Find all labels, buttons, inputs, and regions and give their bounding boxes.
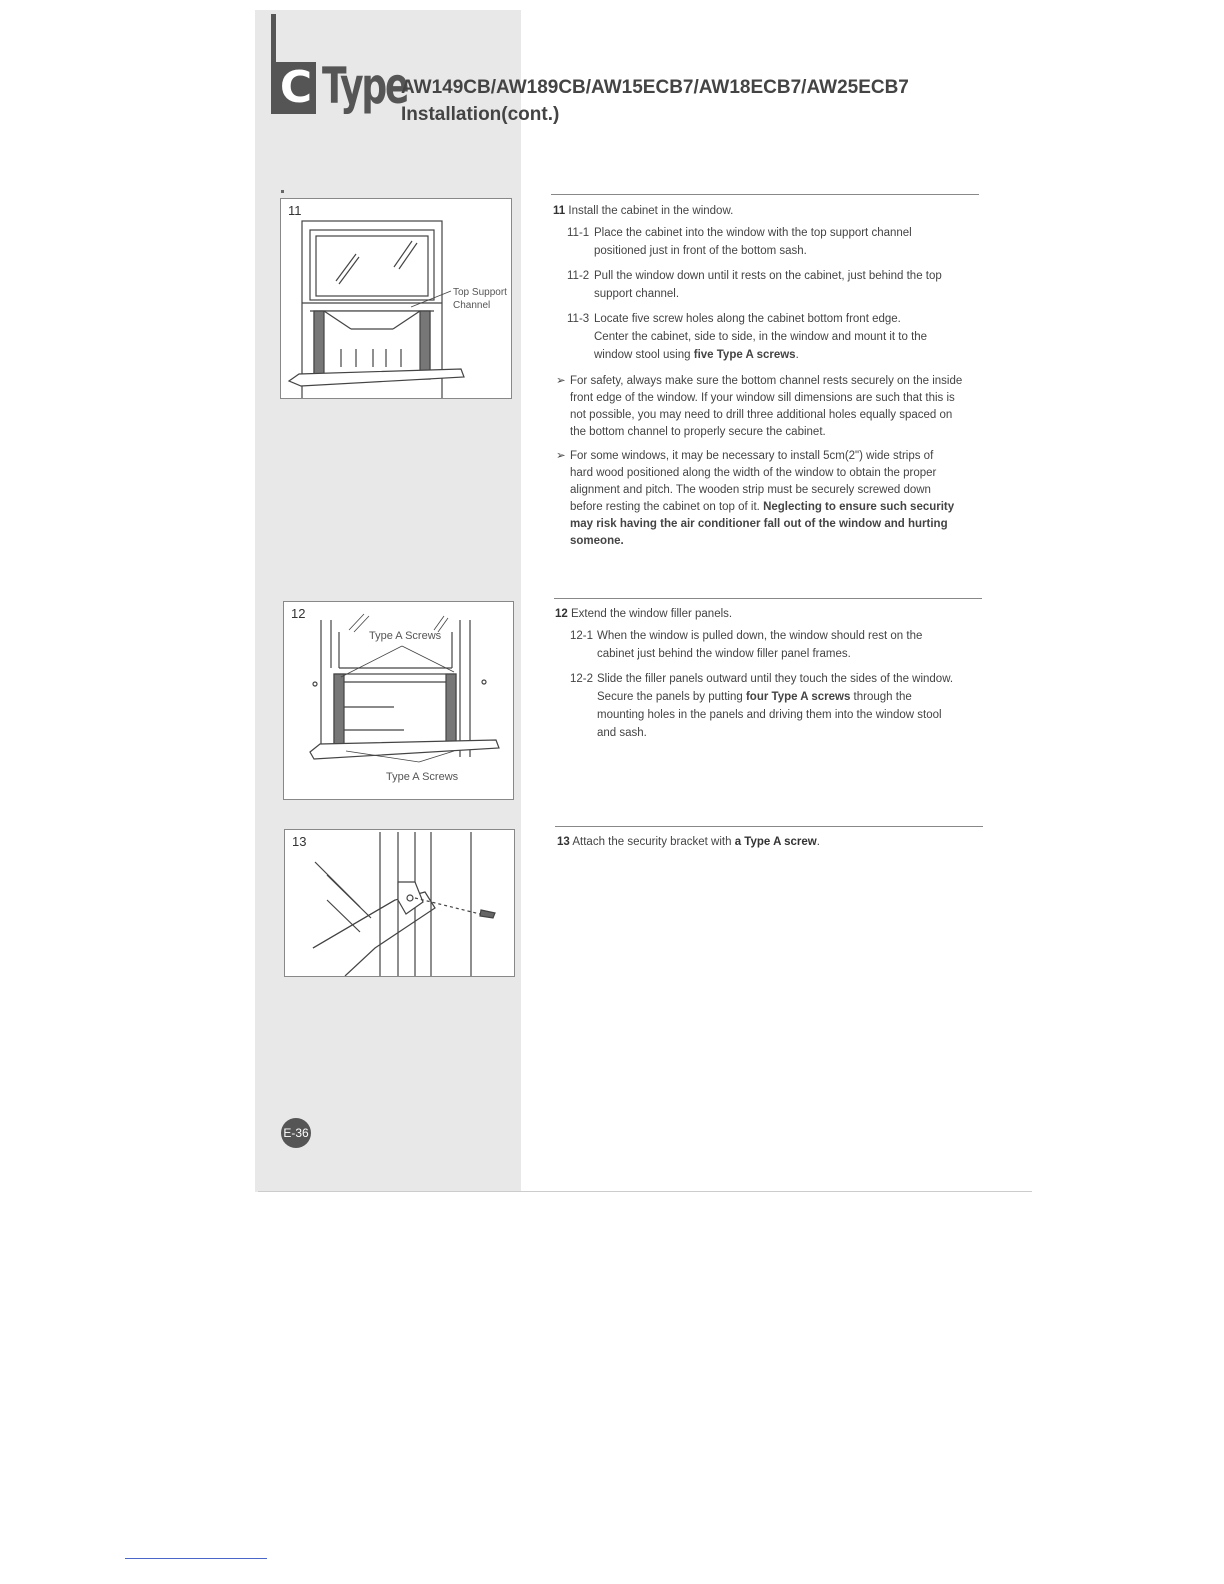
figure-13-illustration [285, 830, 514, 976]
substep-11-2 [567, 267, 977, 303]
step-number: 12 [555, 608, 568, 620]
note-line: front edge of the window. If your window sill dimensions are such that this is [570, 392, 955, 404]
substep-number: 11-1 [567, 227, 590, 239]
note-line: For safety, always make sure the bottom channel rests securely on the inside [570, 375, 963, 387]
step-title-text: Install the cabinet in the window. [568, 205, 734, 217]
substep-line: Secure the panels by putting four Type A screws through the [597, 691, 912, 703]
safety-note-2 [556, 448, 981, 553]
substep-line: Locate five screw holes along the cabinet bottom front edge. [594, 313, 901, 325]
step-12-title [555, 606, 985, 623]
type-a-screws-label-bottom: Type A Screws [386, 771, 459, 783]
figure-number: 11 [288, 203, 302, 218]
substep-number: 11-3 [567, 313, 590, 325]
step-number: 13 [557, 836, 570, 848]
top-support-label-line2: Channel [453, 300, 491, 311]
substep-line: When the window is pulled down, the window should rest on the [597, 630, 923, 642]
substep-number: 12-2 [570, 673, 594, 685]
step-12-rule [554, 598, 982, 599]
section-subtitle: Installation(cont.) [401, 104, 560, 125]
page-bottom-rule [258, 1191, 1032, 1192]
scan-edge-line [125, 1558, 267, 1559]
substep-line: cabinet just behind the window filler panel frames. [597, 648, 851, 660]
bold-emphasis: four Type A screws [745, 691, 851, 703]
substep-11-1 [567, 224, 977, 260]
figure-12 [283, 601, 514, 800]
note-line: the bottom channel to properly secure the cabinet. [570, 426, 826, 438]
step-number: 11 [553, 205, 566, 217]
substep-line: Center the cabinet, side to side, in the window and mount it to the [594, 331, 928, 343]
safety-note-1 [556, 373, 981, 443]
substep-line: and sash. [597, 727, 647, 739]
substep-line: Pull the window down until it rests on the cabinet, just behind the top [594, 270, 942, 282]
stray-dot [281, 190, 284, 193]
figure-11 [280, 198, 512, 399]
page-number-badge: E-36 [281, 1118, 311, 1148]
type-letter-badge: C [276, 62, 316, 114]
substep-12-1 [570, 627, 980, 663]
step-11-title [553, 203, 983, 220]
substep-line: Place the cabinet into the window with the top support channel [594, 227, 912, 239]
substep-line: window stool using five Type A screws. [594, 349, 799, 361]
arrow-bullet-icon: ➢ [556, 450, 566, 462]
bold-emphasis: five Type A screws [693, 349, 796, 361]
substep-11-3 [567, 310, 977, 364]
arrow-bullet-icon: ➢ [556, 375, 566, 387]
substep-line: Slide the filler panels outward until they touch the sides of the window. [597, 673, 954, 685]
bold-emphasis: a Type A screw [734, 836, 817, 848]
substep-number: 11-2 [567, 270, 590, 282]
type-a-screws-label-top: Type A Screws [369, 630, 442, 642]
top-support-label-line1: Top Support [453, 287, 507, 298]
figure-number: 13 [292, 834, 307, 849]
figure-13 [284, 829, 515, 977]
note-line: alignment and pitch. The wooden strip must be securely screwed down [570, 484, 931, 496]
bold-warning: may risk having the air conditioner fall out of the window and hurting [570, 518, 948, 530]
step-13-rule [555, 826, 983, 827]
note-line: hard wood positioned along the width of the window to obtain the proper [570, 467, 937, 479]
bold-warning: Neglecting to ensure such security [763, 501, 955, 513]
type-word: Type [322, 57, 408, 115]
note-line: before resting the cabinet on top of it. Neglecting to ensure such security [570, 501, 955, 513]
step-13-title: 13 Attach the security bracket with a Type A screw. [557, 836, 820, 848]
substep-line: mounting holes in the panels and driving them into the window stool [597, 709, 942, 721]
substep-line: positioned just in front of the bottom sash. [594, 245, 807, 257]
figure-number: 12 [291, 606, 306, 621]
bold-warning: someone. [570, 535, 624, 547]
substep-12-2 [570, 670, 980, 742]
step-11-rule [551, 194, 979, 195]
model-numbers: AW149CB/AW189CB/AW15ECB7/AW18ECB7/AW25ECB7 [401, 77, 909, 98]
substep-line: support channel. [594, 288, 680, 300]
note-line: not possible, you may need to drill three additional holes equally spaced on [570, 409, 953, 421]
note-line: For some windows, it may be necessary to install 5cm(2") wide strips of [570, 450, 934, 462]
substep-number: 12-1 [570, 630, 594, 642]
step-title-text: Extend the window filler panels. [571, 608, 733, 620]
